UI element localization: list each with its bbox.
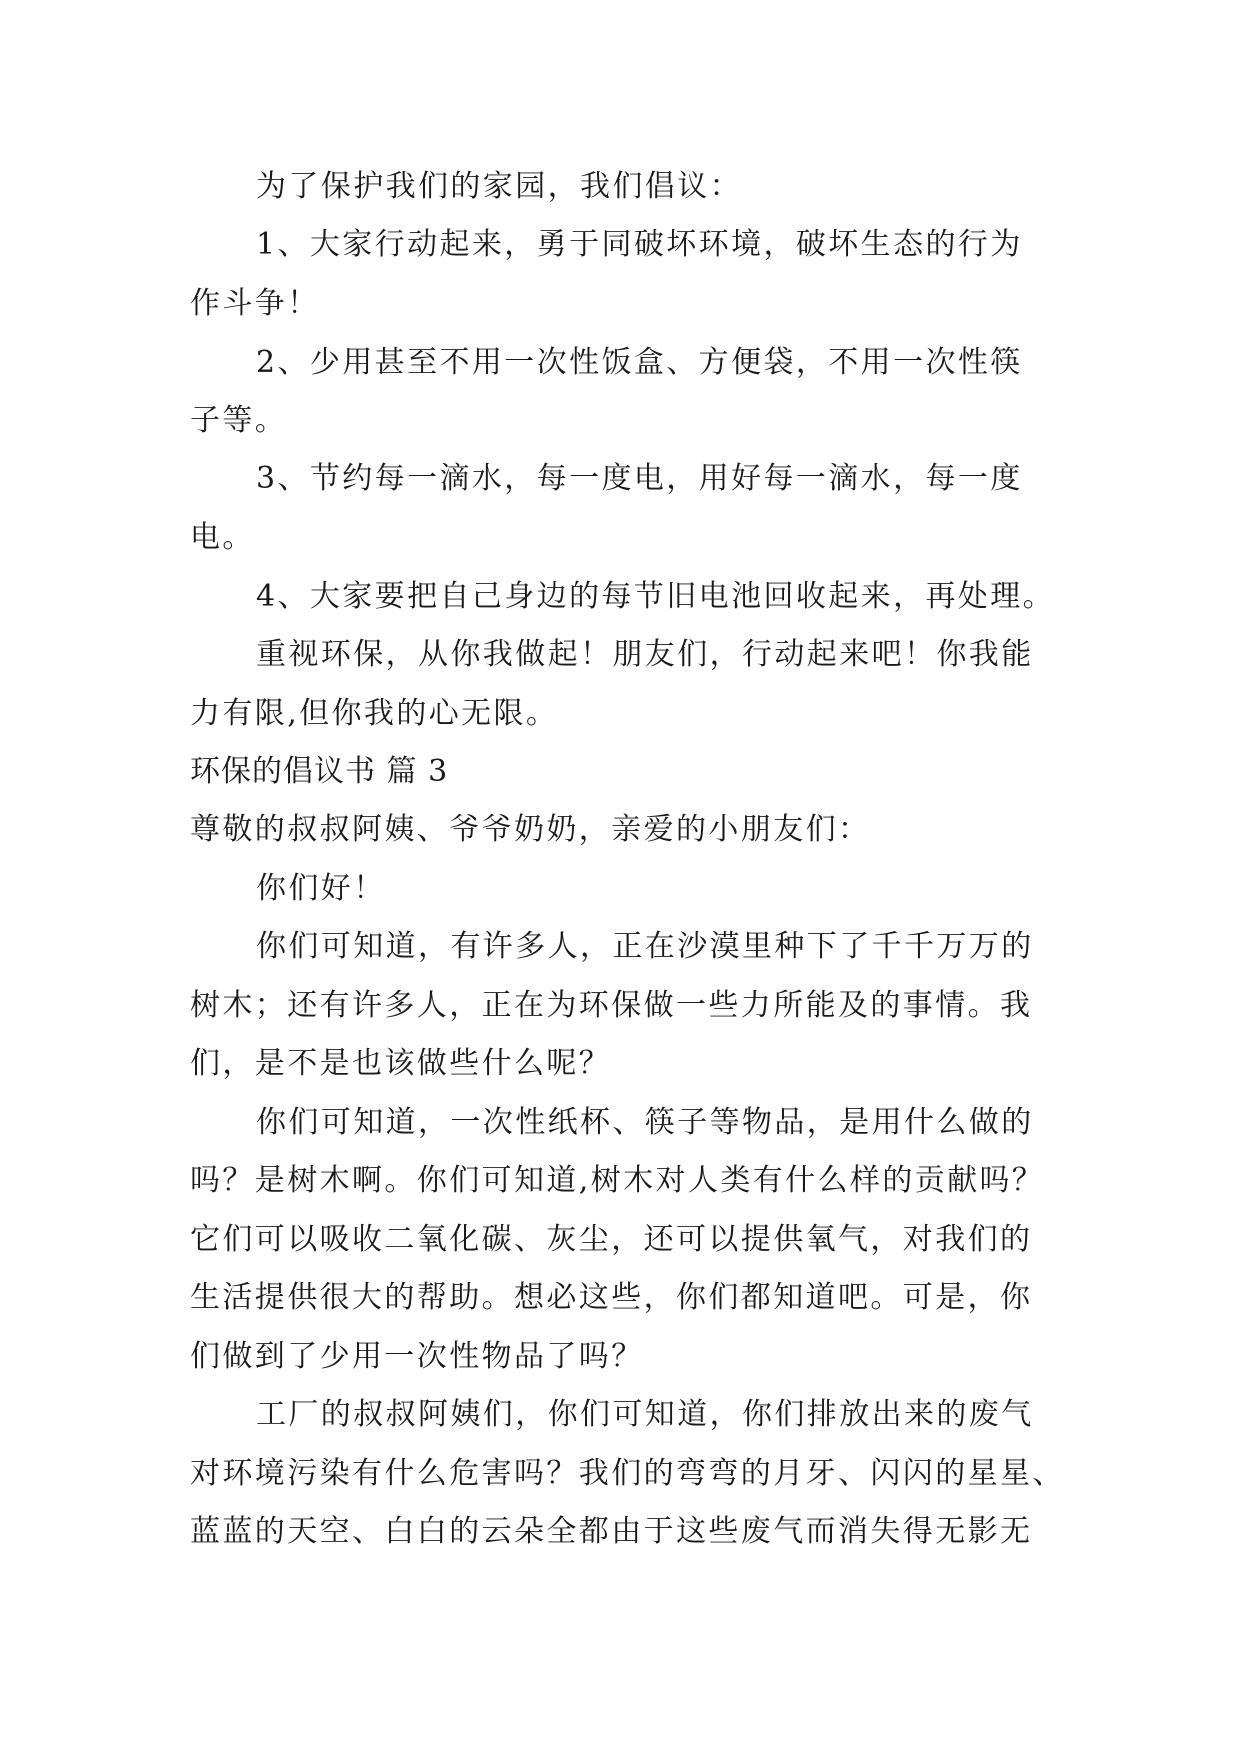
section-heading: 环保的倡议书 篇 3: [190, 754, 449, 789]
proposal-1-line-2: 作斗争！: [190, 286, 320, 321]
paragraph-3-line-3: 蓝蓝的天空、白白的云朵全都由于这些废气而消失得无影无: [190, 1514, 1033, 1549]
paragraph-1-line-2: 树木；还有许多人，正在为环保做一些力所能及的事情。我: [190, 988, 1033, 1023]
paragraph-2-line-1: 你们可知道，一次性纸杯、筷子等物品，是用什么做的: [256, 1105, 1034, 1140]
closing-line-2: 力有限,但你我的心无限。: [190, 696, 559, 731]
paragraph-1-line-3: 们，是不是也该做些什么呢？: [190, 1046, 612, 1081]
salutation: 尊敬的叔叔阿姨、爷爷奶奶，亲爱的小朋友们：: [190, 812, 871, 847]
paragraph-2-line-4: 生活提供很大的帮助。想必这些，你们都知道吧。可是，你: [190, 1280, 1033, 1315]
proposal-4-line-1: 4、大家要把自己身边的每节旧电池回收起来，再处理。: [256, 579, 1056, 614]
greeting: 你们好！: [256, 871, 386, 906]
paragraph-intro: 为了保护我们的家园，我们倡议：: [256, 169, 742, 204]
closing-line-1: 重视环保，从你我做起！朋友们，行动起来吧！你我能: [256, 637, 1034, 672]
proposal-2-line-1: 2、少用甚至不用一次性饭盒、方便袋，不用一次性筷: [256, 345, 1023, 380]
proposal-2-line-2: 子等。: [190, 403, 288, 438]
paragraph-3-line-2: 对环境污染有什么危害吗？我们的弯弯的月牙、闪闪的星星、: [190, 1456, 1065, 1491]
paragraph-1-line-1: 你们可知道，有许多人，正在沙漠里种下了千千万万的: [256, 929, 1034, 964]
paragraph-2-line-2: 吗？是树木啊。你们可知道,树木对人类有什么样的贡献吗？: [190, 1163, 1045, 1198]
proposal-1-line-1: 1、大家行动起来，勇于同破坏环境，破坏生态的行为: [256, 227, 1023, 262]
proposal-3-line-2: 电。: [190, 520, 255, 555]
proposal-3-line-1: 3、节约每一滴水，每一度电，用好每一滴水，每一度: [256, 461, 1023, 496]
paragraph-2-line-5: 们做到了少用一次性物品了吗？: [190, 1339, 644, 1374]
paragraph-2-line-3: 它们可以吸收二氧化碳、灰尘，还可以提供氧气，对我们的: [190, 1222, 1033, 1257]
paragraph-3-line-1: 工厂的叔叔阿姨们，你们可知道，你们排放出来的废气: [256, 1397, 1034, 1432]
